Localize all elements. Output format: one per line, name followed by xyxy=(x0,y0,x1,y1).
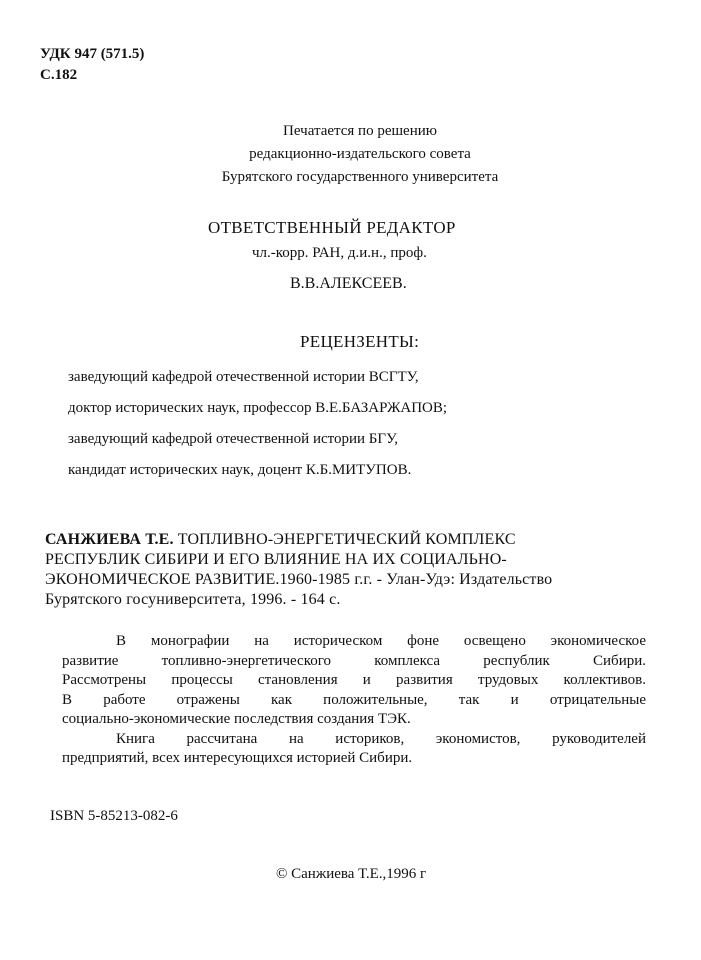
editor-name: В.В.АЛЕКСЕЕВ. xyxy=(290,275,407,292)
editor-credentials: чл.-корр. РАН, д.и.н., проф. xyxy=(252,245,427,261)
abstract xyxy=(62,632,646,769)
classification-block xyxy=(40,44,144,86)
imprint-line: Бурятского государственного университета xyxy=(221,169,499,185)
abstract-line: Рассмотрены процессы становления и развития трудовых коллективов. xyxy=(62,672,646,688)
bib-line: РЕСПУБЛИК СИБИРИ И ЕГО ВЛИЯНИЕ НА ИХ СОЦИАЛЬНО- xyxy=(45,551,507,568)
reviewer-line: доктор исторических наук, профессор В.Е.БАЗАРЖАПОВ; xyxy=(68,400,448,416)
bibliographic-description xyxy=(45,530,661,610)
abstract-line: социально-экономические последствия создания ТЭК. xyxy=(62,711,411,727)
reviewer-line: кандидат исторических наук, доцент К.Б.МИТУПОВ. xyxy=(68,462,412,478)
editor-heading: ОТВЕТСТВЕННЫЙ РЕДАКТОР xyxy=(208,218,456,237)
bib-author: САНЖИЕВА Т.Е. xyxy=(45,531,174,548)
reviewers-list xyxy=(68,362,447,486)
reviewer-line: заведующий кафедрой отечественной истории БГУ, xyxy=(68,431,399,447)
reviewer-line: заведующий кафедрой отечественной истории ВСГТУ, xyxy=(68,369,419,385)
abstract-line: Книга рассчитана на историков, экономистов, руководителей xyxy=(116,730,646,747)
imprint-statement xyxy=(150,120,570,189)
abstract-line: развитие топливно-энергетического комплекса республик Сибири. xyxy=(62,652,646,669)
bib-line: Бурятского госуниверситета, 1996. - 164 с. xyxy=(45,591,341,608)
catalog-code: С.182 xyxy=(40,67,78,83)
udk-code: УДК 947 (571.5) xyxy=(40,46,145,62)
imprint-line: Печатается по решению xyxy=(283,123,437,139)
abstract-line: В работе отражены как положительные, так и отрицательные xyxy=(62,691,646,708)
abstract-line: В монографии на историческом фоне освещено экономическое xyxy=(116,633,646,649)
isbn: ISBN 5-85213-082-6 xyxy=(50,808,178,824)
copyright-notice: © Санжиева Т.Е.,1996 г xyxy=(276,866,427,882)
imprint-line: редакционно-издательского совета xyxy=(249,146,471,162)
reviewers-heading: РЕЦЕНЗЕНТЫ: xyxy=(300,332,420,351)
bib-title-part: ТОПЛИВНО-ЭНЕРГЕТИЧЕСКИЙ КОМПЛЕКС xyxy=(173,531,516,548)
bib-line: ЭКОНОМИЧЕСКОЕ РАЗВИТИЕ.1960-1985 г.г. - Улан-Удэ: Издательство xyxy=(45,571,553,588)
abstract-line: предприятий, всех интересующихся историей Сибири. xyxy=(62,750,413,766)
